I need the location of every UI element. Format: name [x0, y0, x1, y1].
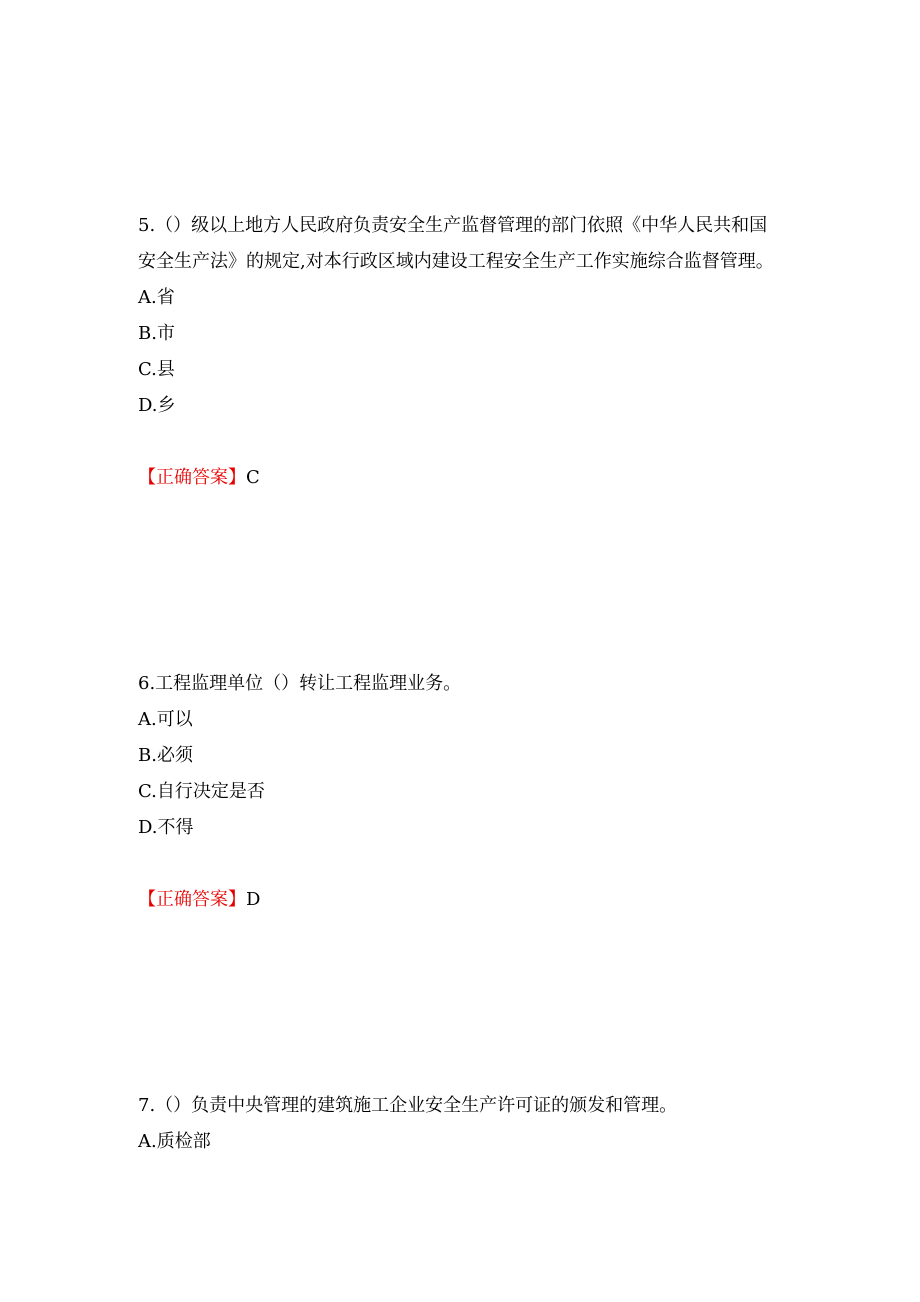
- question-6-answer: [138, 888, 260, 912]
- question-5-stem-line-2: 安全生产法》的规定,对本行政区域内建设工程安全生产工作实施综合监督管理。: [138, 251, 774, 272]
- question-5-option-b: B.市: [138, 323, 175, 344]
- question-6-option-a: A.可以: [138, 709, 193, 730]
- question-6-option-c: C.自行决定是否: [138, 781, 265, 802]
- answer-label: 【正确答案】: [138, 467, 246, 488]
- answer-label: 【正确答案】: [138, 889, 246, 910]
- question-5-option-d: D.乡: [138, 395, 176, 416]
- answer-value: D: [246, 889, 261, 910]
- question-5-option-a: A.省: [138, 287, 175, 308]
- question-5-stem-line-1: 5.（）级以上地方人民政府负责安全生产监督管理的部门依照《中华人民共和国: [138, 215, 768, 236]
- question-6-stem-line-1: 6.工程监理单位（）转让工程监理业务。: [138, 673, 462, 694]
- question-6-option-d: D.不得: [138, 817, 194, 838]
- question-7-option-a: A.质检部: [138, 1131, 211, 1152]
- question-6-option-b: B.必须: [138, 745, 193, 766]
- question-5-option-c: C.县: [138, 359, 175, 380]
- question-5-answer: [138, 466, 260, 490]
- answer-value: C: [246, 467, 260, 488]
- question-7-stem-line-1: 7.（）负责中央管理的建筑施工企业安全生产许可证的颁发和管理。: [138, 1095, 678, 1116]
